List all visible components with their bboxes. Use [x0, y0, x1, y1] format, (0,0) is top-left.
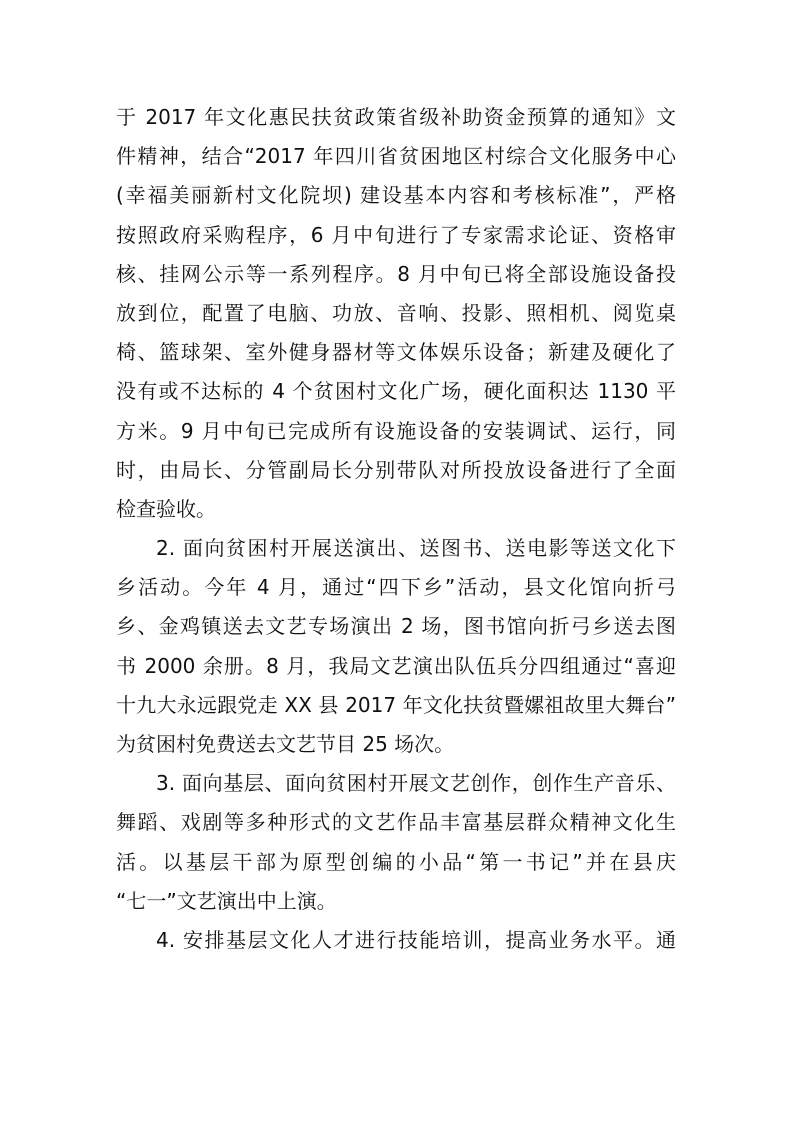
- text-line: 活。以基层干部为原型创编的小品“第一书记”并在县庆: [116, 849, 676, 874]
- text-line: 件精神，结合“2017 年四川省贫困地区村综合文化服务中心: [116, 144, 676, 169]
- text-line: 舞蹈、戏剧等多种形式的文艺作品丰富基层群众精神文化生: [116, 810, 676, 835]
- text-line: 乡、金鸡镇送去文艺专场演出 2 场，图书馆向折弓乡送去图: [116, 614, 676, 639]
- text-line: 于 2017 年文化惠民扶贫政策省级补助资金预算的通知》文: [116, 105, 676, 129]
- document-page: [116, 98, 676, 960]
- text-line: 放到位，配置了电脑、功放、音响、投影、照相机、阅览桌: [116, 300, 676, 325]
- paragraph-4: [116, 921, 676, 960]
- text-line: 没有或不达标的 4 个贫困村文化广场，硬化面积达 1130 平: [116, 379, 676, 404]
- text-line: 椅、篮球架、室外健身器材等文体娱乐设备；新建及硬化了: [116, 340, 676, 365]
- text-line: 十九大永远跟党走 XX 县 2017 年文化扶贫暨嫘祖故里大舞台”: [116, 692, 676, 717]
- text-line: 书 2000 余册。8 月，我局文艺演出队伍兵分四组通过“喜迎: [116, 653, 676, 678]
- paragraph-1: [116, 98, 676, 529]
- text-line: 乡活动。今年 4 月，通过“四下乡”活动，县文化馆向折弓: [116, 575, 676, 600]
- paragraph-3: [116, 764, 676, 921]
- text-line: “七一”文艺演出中上演。: [116, 888, 337, 913]
- text-line: 核、挂网公示等一系列程序。8 月中旬已将全部设施设备投: [116, 261, 676, 286]
- text-line: 4. 安排基层文化人才进行技能培训，提高业务水平。通: [156, 927, 676, 952]
- text-line: 2. 面向贫困村开展送演出、送图书、送电影等送文化下: [156, 536, 676, 561]
- text-line: (幸福美丽新村文化院坝) 建设基本内容和考核标准”，严格: [116, 183, 676, 208]
- text-line: 按照政府采购程序，6 月中旬进行了专家需求论证、资格审: [116, 222, 676, 247]
- paragraph-2: [116, 529, 676, 764]
- text-line: 时，由局长、分管副局长分别带队对所投放设备进行了全面: [116, 457, 676, 482]
- text-line: 3. 面向基层、面向贫困村开展文艺创作，创作生产音乐、: [156, 771, 676, 796]
- text-line: 方米。9 月中旬已完成所有设施设备的安装调试、运行，同: [116, 418, 676, 443]
- text-line: 为贫困村免费送去文艺节目 25 场次。: [116, 732, 455, 756]
- text-line: 检查验收。: [116, 496, 216, 521]
